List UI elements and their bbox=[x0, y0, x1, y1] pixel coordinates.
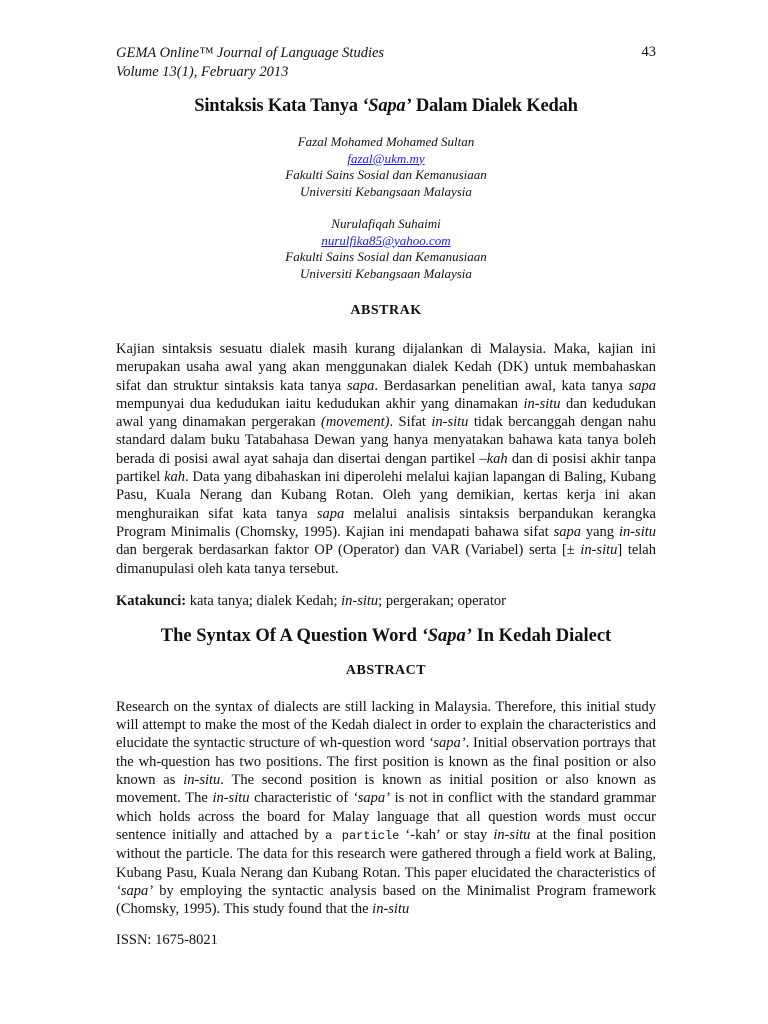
abstract-text: by employing the syntactic analysis based on the Minimalist Program framework (Chomsky, 1995). This study found that the bbox=[116, 882, 656, 918]
abstract-mono-text: a particle bbox=[324, 828, 400, 843]
abstrak-text: yang bbox=[581, 523, 619, 540]
paper-title-malay bbox=[116, 94, 656, 118]
abstract-text: . The second position is known as initial position or also known as movement. The bbox=[116, 772, 656, 807]
abstract-italic: ‘sapa’ bbox=[352, 790, 390, 807]
running-header bbox=[116, 44, 656, 82]
title-ms-word: ‘Sapa’ bbox=[362, 96, 412, 116]
abstrak-heading: ABSTRAK bbox=[350, 303, 422, 318]
abstrak-text: melalui analisis sintaksis berpandukan kerangka Program Minimalis (Chomsky, 1995). Kajian ini mendapati bahawa sifat bbox=[116, 505, 656, 540]
author-faculty: Fakulti Sains Sosial dan Kemanusiaan bbox=[285, 249, 487, 264]
keywords-text: kata tanya; dialek Kedah; bbox=[186, 592, 342, 609]
abstrak-italic: sapa bbox=[553, 523, 581, 540]
title-en-word: ‘Sapa’ bbox=[421, 625, 472, 646]
title-en-pre: The Syntax Of A Question Word bbox=[160, 625, 422, 646]
keywords-italic: in-situ bbox=[341, 592, 379, 609]
abstract-italic: in-situ bbox=[372, 901, 410, 918]
keywords-line bbox=[116, 592, 656, 610]
page-number: 43 bbox=[641, 44, 656, 60]
abstrak-text: dan di posisi akhir tanpa partikel bbox=[116, 450, 656, 486]
abstrak-italic: (movement) bbox=[321, 414, 390, 431]
abstrak-body bbox=[116, 340, 656, 578]
title-ms-post: Dalam Dialek Kedah bbox=[411, 96, 578, 116]
abstrak-italic: in-situ bbox=[580, 542, 618, 559]
abstrak-italic: in-situ bbox=[523, 395, 561, 412]
issn-footer: ISSN: 1675-8021 bbox=[116, 932, 218, 948]
abstrak-italic: kah bbox=[486, 450, 508, 467]
title-ms-pre: Sintaksis Kata Tanya bbox=[194, 96, 363, 116]
author-university: Universiti Kebangsaan Malaysia bbox=[300, 183, 472, 199]
journal-name: GEMA Online™ Journal of Language Studies bbox=[116, 45, 385, 61]
abstract-italic: in-situ bbox=[493, 826, 531, 843]
abstract-italic: in-situ bbox=[212, 790, 250, 807]
abstrak-text: Kajian sintaksis sesuatu dialek masih kurang dijalankan di Malaysia. Maka, kajian ini merupakan usaha awal yang akan menggunakan dialek Kedah (DK) untuk membahaskan sifat dan struktur sintaksis kata tanya bbox=[116, 341, 656, 394]
author-block bbox=[116, 134, 656, 200]
author-university: Universiti Kebangsaan Malaysia bbox=[300, 265, 472, 281]
abstrak-italic: in-situ bbox=[618, 523, 657, 540]
author-block bbox=[116, 216, 656, 282]
abstrak-italic: in-situ bbox=[431, 414, 469, 431]
keywords-text: ; pergerakan; operator bbox=[378, 592, 506, 609]
abstrak-italic: kah bbox=[164, 469, 186, 486]
abstract-text: is not in conflict with the standard grammar which holds across the board for Malay language that all question words must occur sentence initially and attached by bbox=[116, 790, 656, 843]
abstrak-text: tidak bercanggah dengan nahu standard dalam buku Tatabahasa Dewan yang hanya menyatakan bahawa kata tanya boleh berada di posisi awal ayat sahaja dan disertai dengan partikel – bbox=[116, 414, 656, 467]
abstract-text: at the final position without the particle. The data for this research were gathered through a field work at Baling, Kubang Pasu, Kuala Nerang dan Kubang Rotan. This paper elucidated the characteristics of bbox=[116, 826, 657, 881]
abstract-body bbox=[116, 698, 656, 919]
abstract-text: characteristic of bbox=[249, 790, 353, 807]
author-faculty: Fakulti Sains Sosial dan Kemanusiaan bbox=[285, 167, 487, 182]
paper-page bbox=[116, 44, 656, 918]
paper-title-english bbox=[116, 624, 656, 648]
abstrak-text: dan bergerak berdasarkan faktor OP (Operator) dan VAR (Variabel) serta [± bbox=[116, 542, 581, 559]
author-list bbox=[116, 134, 656, 282]
title-en-post: In Kedah Dialect bbox=[471, 625, 612, 646]
abstrak-italic: sapa bbox=[628, 377, 656, 394]
author-name: Nurulafiqah Suhaimi bbox=[331, 216, 441, 231]
author-email-link[interactable]: fazal@ukm.my bbox=[347, 150, 425, 166]
abstrak-text: mempunyai dua kedudukan iaitu kedudukan akhir yang dinamakan bbox=[116, 395, 524, 412]
abstract-italic: ‘sapa’ bbox=[428, 735, 466, 752]
abstrak-text: . Berdasarkan penelitian awal, kata tanya bbox=[374, 377, 629, 394]
author-email-link[interactable]: nurulfika85@yahoo.com bbox=[321, 232, 451, 248]
abstrak-italic: sapa bbox=[346, 377, 375, 394]
abstrak-text: . Sifat bbox=[389, 414, 432, 431]
abstract-text: Research on the syntax of dialects are still lacking in Malaysia. Therefore, this initial study will attempt to make the most of the Kedah dialect in order to explain the characteristics and elucidate the syntactic structure of wh-question word bbox=[116, 698, 656, 752]
abstract-italic: ‘sapa’ bbox=[116, 882, 154, 899]
abstrak-text: dan kedudukan awal yang dinamakan pergerakan bbox=[116, 395, 656, 431]
abstract-heading: ABSTRACT bbox=[345, 662, 427, 678]
author-name: Fazal Mohamed Mohamed Sultan bbox=[297, 134, 475, 149]
abstrak-text: . Data yang dibahaskan ini diperolehi melalui kajian lapangan di Baling, Kubang Pasu, Kuala Nerang dan Kubang Rotan. Oleh yang demikian, kertas kerja ini akan menghuraikan sifat kata tanya bbox=[116, 469, 656, 522]
abstrak-text: ] telah dimanupulasi oleh kata tanya tersebut. bbox=[116, 542, 656, 577]
volume-info: Volume 13(1), February 2013 bbox=[116, 64, 289, 80]
abstract-italic: in-situ bbox=[183, 772, 221, 789]
abstract-text: . Initial observation portrays that the wh-question has two positions. The first position is known as the final position or also known as bbox=[116, 735, 656, 789]
keywords-label: Katakunci: bbox=[116, 592, 187, 609]
abstrak-italic: sapa bbox=[316, 505, 345, 522]
abstract-text: ‘-kah’ or stay bbox=[399, 826, 494, 843]
